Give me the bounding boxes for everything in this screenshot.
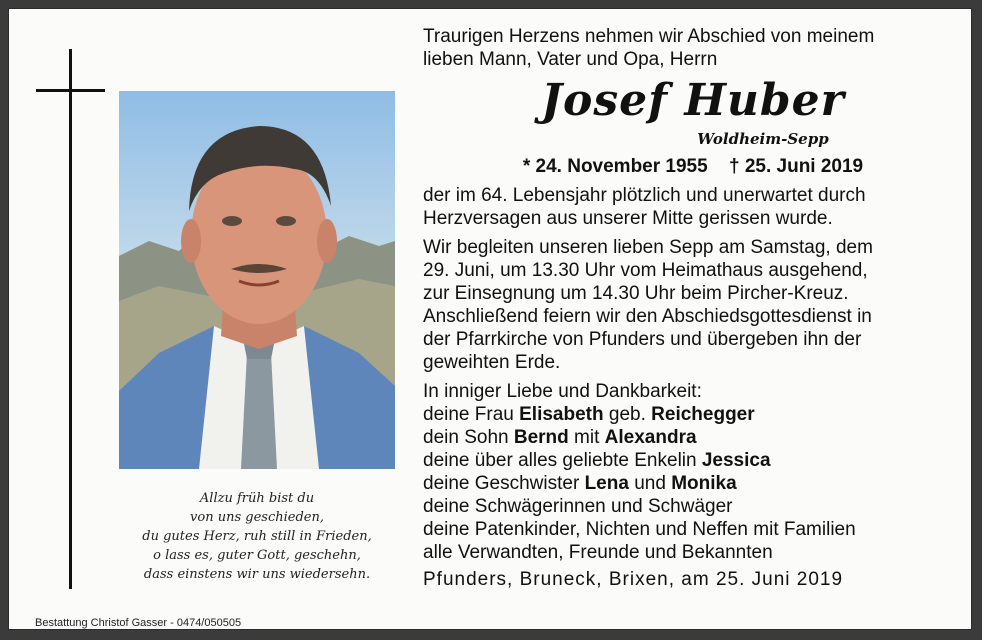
deceased-nickname: Woldheim-Sepp (697, 130, 829, 148)
text-line: 29. Juni, um 13.30 Uhr vom Heimathaus ausgehend, (423, 260, 868, 281)
funeral-details (423, 236, 963, 374)
relatives-list (423, 403, 963, 564)
cross-icon (69, 49, 72, 589)
portrait-photo (119, 91, 395, 469)
relative-line: deine Patenkinder, Nichten und Neffen mit Familien (423, 519, 856, 540)
memorial-poem (119, 489, 395, 584)
poem-line: von uns geschieden, (190, 510, 324, 525)
text-line: der im 64. Lebensjahr plötzlich und unerwartet durch (423, 185, 866, 206)
intro-line: Traurigen Herzens nehmen wir Abschied von meinem (423, 26, 875, 47)
text-line: Herzversagen aus unserer Mitte gerissen wurde. (423, 208, 833, 229)
relative-line: deine Frau Elisabeth geb. Reichegger (423, 404, 755, 425)
obituary-card (8, 8, 972, 630)
obituary-text (423, 25, 963, 591)
cross-icon-bar (36, 89, 105, 92)
text-line: geweihten Erde. (423, 352, 561, 373)
death-notice (423, 184, 963, 230)
birth-date: * 24. November 1955 (522, 156, 708, 177)
text-line: der Pfarrkirche von Pfunders und übergeben ihn der (423, 329, 862, 350)
poem-line: dass einstens wir uns wiedersehn. (143, 567, 371, 582)
text-line: Anschließend feiern wir den Abschiedsgottesdienst in (423, 306, 872, 327)
portrait-illustration (119, 91, 395, 469)
closing-line: In inniger Liebe und Dankbarkeit: (423, 381, 702, 402)
relative-line: alle Verwandten, Freunde und Bekannten (423, 542, 773, 563)
deceased-name: Josef Huber (541, 75, 845, 126)
relative-line: deine Schwägerinnen und Schwäger (423, 496, 733, 517)
life-dates (423, 156, 963, 178)
relative-line: deine Geschwister Lena und Monika (423, 473, 737, 494)
text-line: zur Einsegnung um 14.30 Uhr beim Pircher-Kreuz. (423, 283, 849, 304)
poem-line: du gutes Herz, ruh still in Frieden, (142, 529, 372, 544)
funeral-home-footer: Bestattung Christof Gasser - 0474/050505 (35, 617, 242, 629)
place-and-date: Pfunders, Bruneck, Brixen, am 25. Juni 2019 (423, 569, 844, 590)
text-line: Wir begleiten unseren lieben Sepp am Samstag, dem (423, 237, 873, 258)
poem-line: o lass es, guter Gott, geschehn, (153, 548, 361, 563)
poem-line: Allzu früh bist du (199, 491, 315, 506)
relative-line: dein Sohn Bernd mit Alexandra (423, 427, 697, 448)
death-date: † 25. Juni 2019 (728, 156, 864, 177)
intro-line: lieben Mann, Vater und Opa, Herrn (423, 49, 718, 70)
relative-line: deine über alles geliebte Enkelin Jessica (423, 450, 771, 471)
